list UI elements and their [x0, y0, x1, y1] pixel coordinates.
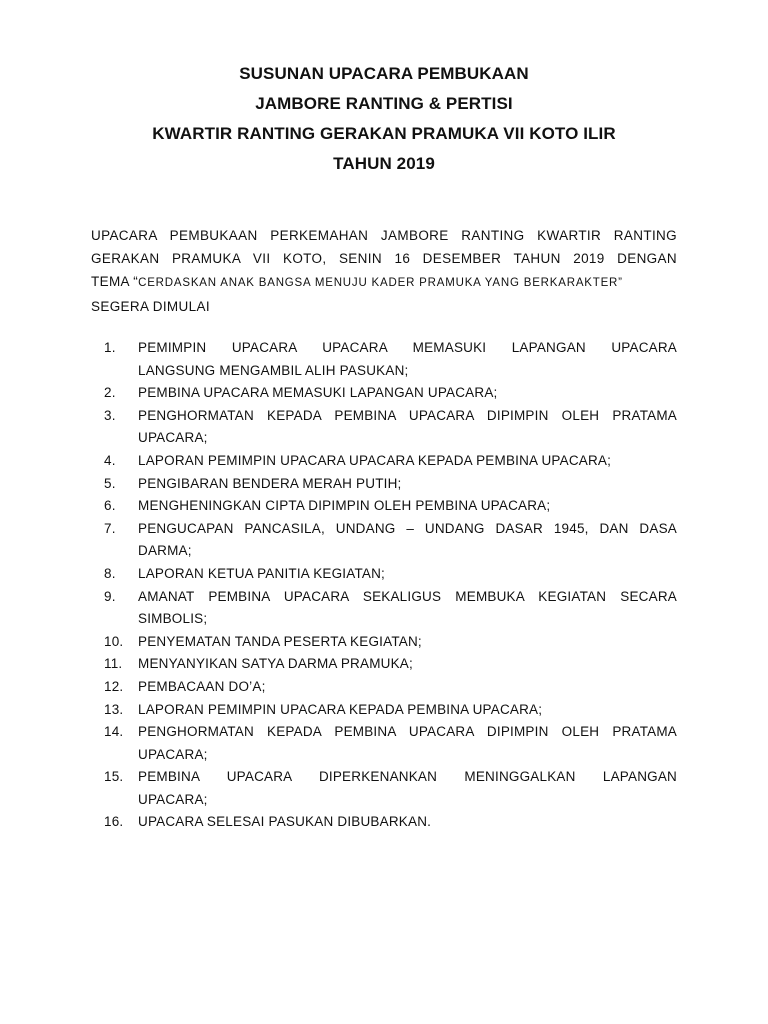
agenda-item-text — [138, 653, 677, 676]
agenda-item-text — [138, 405, 677, 450]
title-line-2: JAMBORE RANTING & PERTISI — [255, 94, 513, 113]
agenda-item-number: 5. — [104, 475, 116, 491]
agenda-item-line: UPACARA; — [138, 791, 208, 807]
agenda-item — [104, 699, 677, 722]
agenda-item — [104, 811, 677, 834]
agenda-item-line: PENGIBARAN BENDERA MERAH PUTIH; — [138, 475, 402, 491]
agenda-item-number: 11. — [104, 656, 123, 672]
agenda-item-text — [138, 473, 677, 496]
agenda-item-line: PEMIMPIN UPACARA UPACARA MEMASUKI LAPANGAN UPACARA — [138, 340, 677, 355]
agenda-item — [104, 721, 677, 766]
agenda-item-line: LANGSUNG MENGAMBIL ALIH PASUKAN; — [138, 362, 409, 378]
agenda-item-line: PENGHORMATAN KEPADA PEMBINA UPACARA DIPIMPIN OLEH PRATAMA — [138, 724, 677, 740]
agenda-item-line: UPACARA SELESAI PASUKAN DIBUBARKAN. — [138, 814, 432, 830]
agenda-item-number: 7. — [104, 520, 116, 536]
agenda-item — [104, 653, 677, 676]
agenda-item-text — [138, 631, 677, 654]
agenda-item — [104, 518, 677, 563]
agenda-item-text — [138, 518, 677, 563]
intro-line-3 — [91, 270, 677, 295]
intro-paragraph — [91, 224, 677, 318]
agenda-item-text — [138, 811, 677, 834]
agenda-item — [104, 405, 677, 450]
agenda-item-line: LAPORAN PEMIMPIN UPACARA UPACARA KEPADA PEMBINA UPACARA; — [138, 452, 612, 468]
agenda-item — [104, 495, 677, 518]
agenda-item-text — [138, 699, 677, 722]
intro-line-1: UPACARA PEMBUKAAN PERKEMAHAN JAMBORE RANTING KWARTIR RANTING — [91, 228, 677, 243]
title-line-1: SUSUNAN UPACARA PEMBUKAAN — [239, 64, 529, 83]
title-line-3: KWARTIR RANTING GERAKAN PRAMUKA VII KOTO ILIR — [152, 124, 616, 143]
agenda-item-text — [138, 676, 677, 699]
title-line-4: TAHUN 2019 — [333, 154, 435, 173]
agenda-item-number: 13. — [104, 701, 124, 717]
agenda-item-text — [138, 766, 677, 811]
agenda-item-number: 14. — [104, 724, 124, 740]
agenda-item-number: 8. — [104, 565, 116, 581]
agenda-item-number: 2. — [104, 385, 116, 401]
intro-theme-text: CERDASKAN ANAK BANGSA MENUJU KADER PRAMUKA YANG BERKARAKTER” — [138, 277, 623, 289]
agenda-item-text — [138, 450, 677, 473]
agenda-item-line: PENGUCAPAN PANCASILA, UNDANG – UNDANG DASAR 1945, DAN DASA — [138, 520, 677, 536]
agenda-item-number: 3. — [104, 407, 116, 423]
agenda-item-number: 4. — [104, 452, 116, 468]
agenda-item-text — [138, 721, 677, 766]
agenda-item-line: DARMA; — [138, 543, 192, 559]
agenda-item-line: MENYANYIKAN SATYA DARMA PRAMUKA; — [138, 656, 413, 672]
agenda-item — [104, 586, 677, 631]
agenda-item — [104, 563, 677, 586]
agenda-item — [104, 766, 677, 811]
document-title — [0, 59, 768, 179]
agenda-item-line: PEMBINA UPACARA MEMASUKI LAPANGAN UPACARA; — [138, 385, 498, 401]
agenda-item — [104, 337, 677, 382]
agenda-item-number: 9. — [104, 588, 116, 604]
agenda-item-line: PEMBACAAN DO’A; — [138, 678, 266, 694]
agenda-item-line: MENGHENINGKAN CIPTA DIPIMPIN OLEH PEMBINA UPACARA; — [138, 498, 551, 514]
agenda-item-text — [138, 382, 677, 405]
agenda-item-number: 1. — [104, 340, 116, 355]
agenda-item — [104, 473, 677, 496]
agenda-item-number: 12. — [104, 678, 124, 694]
agenda-item-line: LAPORAN KETUA PANITIA KEGIATAN; — [138, 565, 386, 581]
agenda-item-line: SIMBOLIS; — [138, 611, 208, 627]
agenda-item-text — [138, 586, 677, 631]
agenda-item-text — [138, 337, 677, 382]
agenda-item-text — [138, 495, 677, 518]
agenda-item-text — [138, 563, 677, 586]
agenda-item-line: UPACARA; — [138, 746, 208, 762]
agenda-item-number: 6. — [104, 498, 116, 514]
agenda-item-number: 15. — [104, 769, 124, 785]
intro-line-2: GERAKAN PRAMUKA VII KOTO, SENIN 16 DESEMBER TAHUN 2019 DENGAN — [91, 251, 677, 266]
agenda-item — [104, 631, 677, 654]
intro-line-4: SEGERA DIMULAI — [91, 299, 210, 314]
agenda-item-line: PENGHORMATAN KEPADA PEMBINA UPACARA DIPIMPIN OLEH PRATAMA — [138, 407, 677, 423]
intro-theme-prefix: TEMA “ — [91, 274, 139, 289]
agenda-list — [104, 337, 677, 834]
agenda-item — [104, 450, 677, 473]
agenda-item-number: 16. — [104, 814, 124, 830]
agenda-item-line: PEMBINA UPACARA DIPERKENANKAN MENINGGALKAN LAPANGAN — [138, 769, 677, 785]
agenda-item-line: UPACARA; — [138, 430, 208, 446]
agenda-item-line: PENYEMATAN TANDA PESERTA KEGIATAN; — [138, 633, 422, 649]
agenda-item — [104, 382, 677, 405]
agenda-item-number: 10. — [104, 633, 124, 649]
agenda-item-line: AMANAT PEMBINA UPACARA SEKALIGUS MEMBUKA KEGIATAN SECARA — [138, 588, 677, 604]
agenda-item — [104, 676, 677, 699]
agenda-item-line: LAPORAN PEMIMPIN UPACARA KEPADA PEMBINA UPACARA; — [138, 701, 543, 717]
